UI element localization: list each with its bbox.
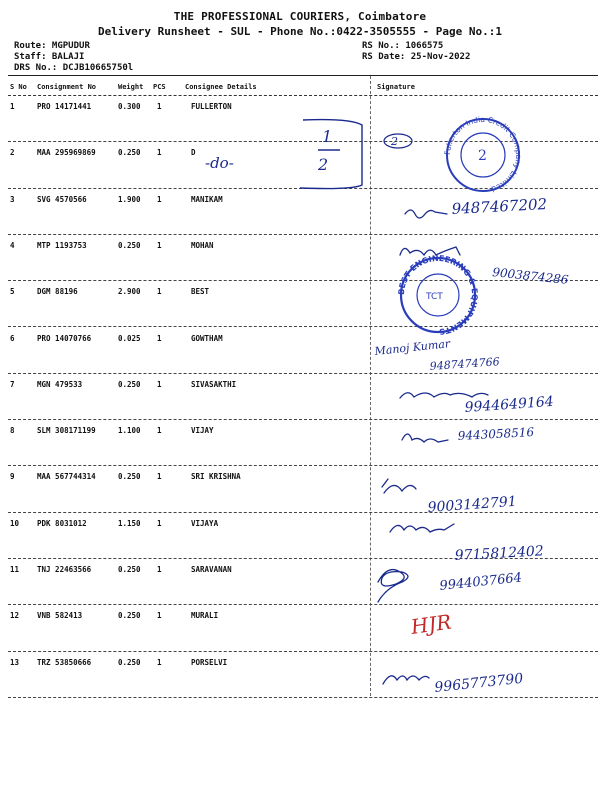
staff-label: Staff: BALAJI: [14, 52, 85, 62]
row-consignee: MANIKAM: [191, 194, 223, 204]
row-consignment-no: DGM 88196: [37, 287, 78, 297]
row-sno: 3: [10, 194, 15, 204]
row-consignee: MURALI: [191, 611, 219, 621]
row-sno: 5: [10, 287, 15, 297]
drs-number: DRS No.: DCJB10665750l: [14, 63, 134, 73]
fullerton-stamp-inner: 2: [478, 148, 487, 164]
row-weight: 0.250: [118, 611, 141, 621]
row-pcs: 1: [157, 565, 162, 574]
ditto-note: -do-: [205, 154, 234, 172]
row-weight: 1.900: [118, 194, 141, 204]
document-subtitle: Delivery Runsheet - SUL - Phone No.:0422-3505555 - Page No.:1: [98, 25, 502, 38]
row-consignment-no: MAA 295969869: [37, 148, 96, 158]
col-consignee: Consignee Details: [185, 83, 257, 91]
row-pcs: 1: [157, 657, 162, 667]
row-sno: 13: [10, 657, 20, 667]
row-pcs: 1: [157, 518, 162, 528]
row-pcs: 1: [157, 240, 162, 250]
best-stamp-inner: TCT: [426, 292, 443, 302]
row-consignee: MOHAN: [191, 240, 214, 250]
row-pcs: 1: [157, 287, 162, 297]
row-sno: 2: [10, 148, 15, 158]
row-consignee: FULLERTON: [191, 102, 232, 111]
row-sno: 11: [10, 565, 20, 574]
row-weight: 0.250: [118, 379, 141, 389]
row7-phone: 9944649164: [464, 393, 555, 416]
row-consignee: SRI KRISHNA: [191, 472, 241, 482]
row-pcs: 1: [157, 333, 162, 343]
row3-phone: 9487467202: [451, 195, 548, 218]
row-consignee: VIJAYA: [191, 518, 219, 528]
row-consignee: SARAVANAN: [191, 565, 232, 574]
row-pcs: 1: [157, 472, 162, 482]
rs-date: RS Date: 25-Nov-2022: [362, 52, 471, 62]
col-sno: S No: [10, 83, 27, 91]
row8-phone: 9443058516: [457, 425, 535, 443]
row8-signature: [402, 434, 448, 442]
row-consignment-no: PRO 14070766: [37, 333, 92, 343]
row-consignee: BEST: [191, 287, 210, 297]
row-sno: 9: [10, 472, 15, 482]
row9-signature: [382, 479, 416, 493]
document-title: THE PROFESSIONAL COURIERS, Coimbatore: [173, 10, 427, 23]
row-pcs: 1: [157, 148, 162, 158]
circled-number: 2: [391, 135, 398, 148]
row-consignee: GOWTHAM: [191, 333, 223, 343]
row-consignment-no: PDK 8031012: [37, 518, 87, 528]
row-sno: 1: [10, 102, 15, 111]
row-consignment-no: SLM 308171199: [37, 426, 96, 436]
row-sno: 8: [10, 426, 15, 436]
row-consignment-no: VNB 582413: [37, 611, 83, 621]
row10-signature: [390, 524, 454, 532]
row-weight: 0.250: [118, 240, 141, 250]
bracket-top-number: 1: [322, 127, 333, 146]
fullerton-stamp: [443, 115, 523, 194]
row11-phone: 9944037664: [438, 570, 523, 594]
row3-signature: [405, 210, 447, 218]
row-consignee: PORSELVI: [191, 657, 228, 667]
row13-signature: [383, 676, 429, 684]
col-weight: Weight: [118, 83, 144, 91]
row-consignment-no: MTP 1193753: [37, 240, 87, 250]
row7-signature: [400, 393, 488, 398]
circled-number-ring: [384, 134, 412, 148]
row-sno: 12: [10, 611, 20, 621]
row-consignment-no: TNJ 22463566: [37, 565, 92, 574]
bracket-bottom-number: 2: [318, 155, 329, 174]
row-consignment-no: MGN 479533: [37, 379, 83, 389]
row6-phone: 9487474766: [429, 355, 501, 373]
row-sno: 10: [10, 518, 20, 528]
best-engineering-stamp: [397, 254, 479, 336]
row-pcs: 1: [157, 426, 162, 436]
row-consignment-no: TRZ 53850666: [37, 657, 92, 667]
row-consignment-no: PRO 14171441: [37, 102, 92, 111]
row-weight: 0.250: [118, 472, 141, 482]
row-weight: 0.300: [118, 102, 141, 111]
col-signature: Signature: [377, 83, 415, 91]
row-pcs: 1: [157, 611, 162, 621]
row6-name: Manoj Kumar: [373, 337, 451, 358]
row-consignee: SIVASAKTHI: [191, 379, 237, 389]
row9-phone: 9003142791: [427, 493, 518, 516]
row11-signature: [378, 570, 408, 602]
row-sno: 6: [10, 333, 15, 343]
row-weight: 0.250: [118, 657, 141, 667]
row-consignee: D: [191, 148, 196, 158]
row4-phone: 9003874286: [491, 265, 570, 287]
col-consignment: Consignment No: [37, 83, 97, 91]
row-sno: 7: [10, 379, 15, 389]
row-pcs: 1: [157, 194, 162, 204]
row-consignee: VIJAY: [191, 426, 214, 436]
row-weight: 0.250: [118, 565, 141, 574]
col-pcs: PCS: [153, 83, 166, 91]
row4-signature: [400, 247, 460, 255]
best-stamp-text: BEST ENGINEERING & EQUIPMENTS: [396, 253, 480, 337]
row-weight: 2.900: [118, 287, 141, 297]
row-weight: 1.100: [118, 426, 141, 436]
row-pcs: 1: [157, 379, 162, 389]
row-weight: 0.250: [118, 148, 141, 158]
row10-phone: 9715812402: [454, 543, 545, 564]
row13-phone: 9965773790: [433, 670, 525, 696]
row-pcs: 1: [157, 102, 162, 111]
row-sno: 4: [10, 240, 15, 250]
row-weight: 0.025: [118, 333, 141, 343]
fullerton-stamp-text: Fullerton India Credit Company Limited: [442, 114, 524, 194]
row-weight: 1.150: [118, 518, 141, 528]
route-label: Route: MGPUDUR: [14, 41, 90, 51]
row-consignment-no: MAA 567744314: [37, 472, 96, 482]
row12-initials: HJR: [409, 609, 453, 639]
row-consignment-no: SVG 4570566: [37, 194, 87, 204]
rs-number: RS No.: 1066575: [362, 41, 444, 51]
